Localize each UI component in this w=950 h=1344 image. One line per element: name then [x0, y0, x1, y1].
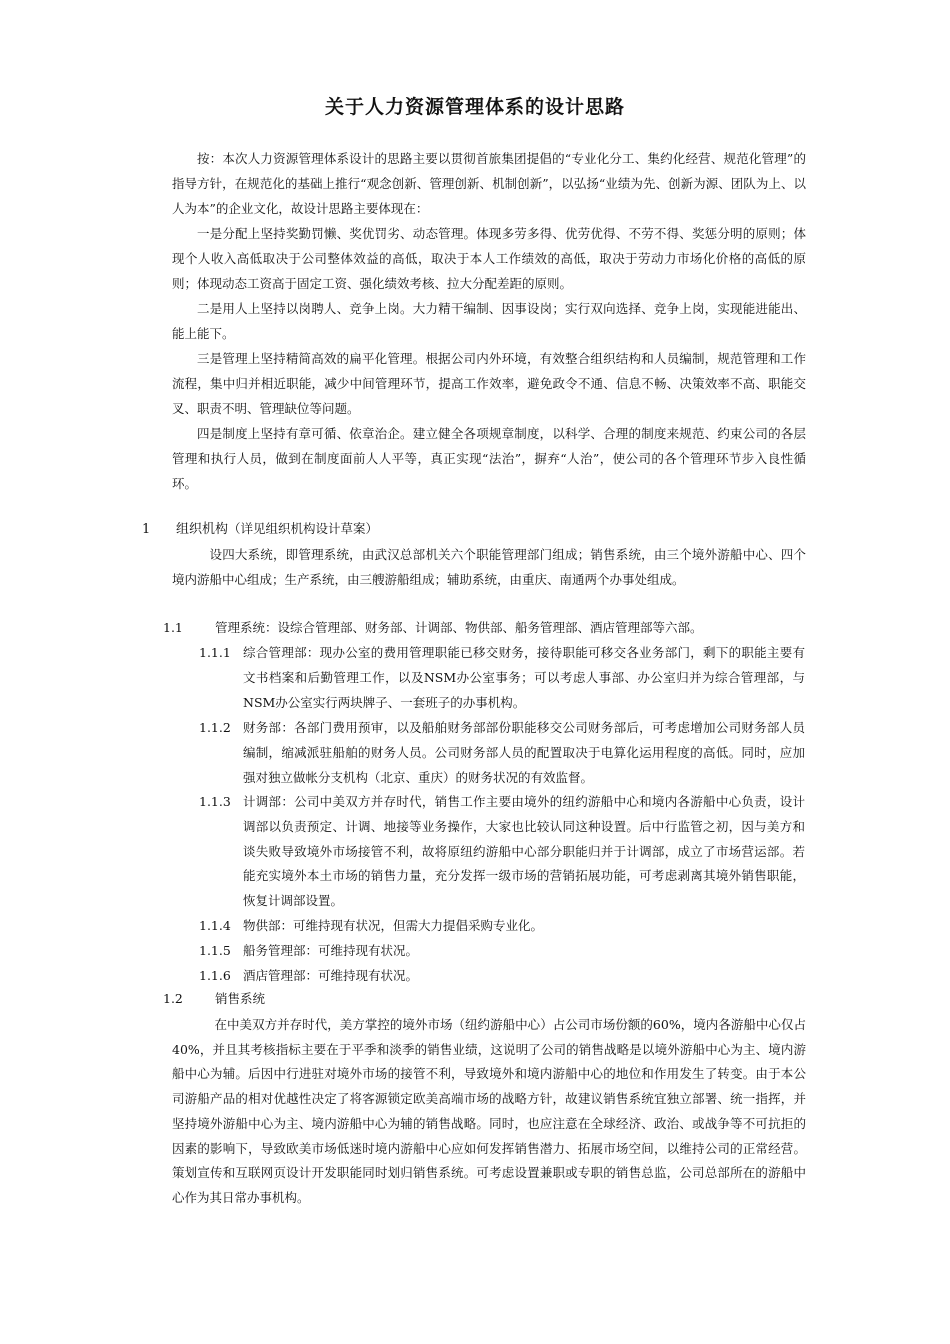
item-text: 综合管理部：现办公室的费用管理职能已移交财务，接待职能可移交各业务部门，剩下的职能主要有文书档案和后勤管理工作，以及NSM办公室事务；可以考虑人事部、办公室归并为综合管理部，与NSM办公室实行两块牌子、一套班子的办事机构。	[243, 645, 805, 710]
item-text: 财务部：各部门费用预审，以及船舶财务部部份职能移交公司财务部后，可考虑增加公司财务部人员编制，缩减派驻船舶的财务人员。公司财务部人员的配置取决于电算化运用程度的高低。同时，应加强对独立做帐分支机构（北京、重庆）的财务状况的有效监督。	[243, 720, 805, 785]
item-number: 1.1.3	[199, 794, 231, 809]
preface-paragraph: 三是管理上坚持精简高效的扁平化管理。根据公司内外环境，有效整合组织结构和人员编制，规范管理和工作流程，集中归并相近职能，减少中间管理环节，提高工作效率，避免政令不通、信息不畅、决策效率不高、职能交叉、职责不明、管理缺位等问题。	[172, 351, 806, 416]
item-number: 1.1.5	[199, 943, 231, 958]
section-number: 1	[142, 522, 151, 537]
preface-paragraph: 按：本次人力资源管理体系设计的思路主要以贯彻首旅集团提倡的“专业化分工、集约化经营、规范化管理”的指导方针，在规范化的基础上推行“观念创新、管理创新、机制创新”，以弘扬“业绩为先、创新为源、团队为上、以人为本”的企业文化，故设计思路主要体现在：	[172, 151, 806, 216]
preface-paragraph: 四是制度上坚持有章可循、依章治企。建立健全各项规章制度，以科学、合理的制度来规范、约束公司的各层管理和执行人员，做到在制度面前人人平等，真正实现“法治”，摒弃“人治”，使公司的各个管理环节步入良性循环。	[172, 426, 806, 491]
body-paragraph: 设四大系统，即管理系统，由武汉总部机关六个职能管理部门组成；销售系统，由三个境外游船中心、四个境内游船中心组成；生产系统，由三艘游船组成；辅助系统，由重庆、南通两个办事处组成。	[172, 547, 806, 587]
section-1-1-heading	[163, 617, 703, 639]
section-heading-text: 组织机构	[176, 522, 229, 537]
preface-paragraph: 一是分配上坚持奖勤罚懒、奖优罚劣、动态管理。体现多劳多得、优劳优得、不劳不得、奖惩分明的原则；体现个人收入高低取决于公司整体效益的高低，取决于本人工作绩效的高低，取决于劳动力市场化价格的高低的原则；体现动态工资高于固定工资、强化绩效考核、拉大分配差距的原则。	[172, 226, 806, 291]
item-number: 1.1.2	[199, 720, 231, 735]
item-number: 1.1.4	[199, 918, 231, 933]
document-title: 关于人力资源管理体系的设计思路	[324, 96, 625, 118]
section-number: 1.2	[163, 991, 183, 1006]
section-number: 1.1	[163, 620, 183, 635]
preface-paragraph: 二是用人上坚持以岗聘人、竞争上岗。大力精干编制、因事设岗；实行双向选择、竞争上岗，实现能进能出、能上能下。	[172, 301, 806, 341]
section-1-2-body	[172, 1013, 806, 1211]
section-heading-text: 管理系统：设综合管理部、财务部、计调部、物供部、船务管理部、酒店管理部等六部。	[215, 620, 703, 635]
section-1-heading	[142, 518, 378, 541]
list-item	[199, 716, 805, 790]
list-item	[199, 964, 805, 989]
item-text: 船务管理部：可维持现有状况。	[243, 943, 419, 958]
section-1-2-heading	[163, 988, 265, 1010]
list-item	[199, 641, 805, 715]
section-heading-text: 销售系统	[215, 991, 266, 1006]
section-heading-note: （详见组织机构设计草案）	[228, 521, 379, 536]
item-number: 1.1.6	[199, 968, 231, 983]
section-1-body	[172, 543, 806, 592]
preface-section	[172, 146, 806, 496]
item-text: 物供部：可维持现有状况，但需大力提倡采购专业化。	[243, 918, 544, 933]
list-item	[199, 939, 805, 964]
list-item	[199, 914, 805, 939]
item-number: 1.1.1	[199, 645, 231, 660]
body-paragraph: 在中美双方并存时代，美方掌控的境外市场（纽约游船中心）占公司市场份额的60%，境内各游船中心仅占40%，并且其考核指标主要在于平季和淡季的销售业绩，这说明了公司的销售战略是以境外游船中心为主、境内游船中心为辅。后因中行进驻对境外市场的接管不利，导致境外和境内游船中心的地位和作用发生了转变。由于本公司游船产品的相对优越性决定了将客源锁定欧美高端市场的战略方针，故建议销售系统宜独立部署、统一指挥，并坚持境外游船中心为主、境内游船中心为辅的销售战略。同时，也应注意在全球经济、政治、或战争等不可抗拒的因素的影响下，导致欧美市场低迷时境内游船中心应如何发挥销售潜力、拓展市场空间，以维持公司的正常经营。策划宣传和互联网页设计开发职能同时划归销售系统。可考虑设置兼职或专职的销售总监，公司总部所在的游船中心作为其日常办事机构。	[172, 1017, 806, 1205]
list-item	[199, 790, 805, 914]
item-text: 酒店管理部：可维持现有状况。	[243, 968, 419, 983]
item-text: 计调部：公司中美双方并存时代，销售工作主要由境外的纽约游船中心和境内各游船中心负责，设计调部以负责预定、计调、地接等业务操作，大家也比较认同这种设置。后中行监管之初，因与美方和谈失败导致境外市场接管不利，故将原纽约游船中心部分职能归并于计调部，成立了市场营运部。若能充实境外本土市场的销售力量，充分发挥一级市场的营销拓展功能，可考虑剥离其境外销售职能，恢复计调部设置。	[243, 794, 805, 909]
